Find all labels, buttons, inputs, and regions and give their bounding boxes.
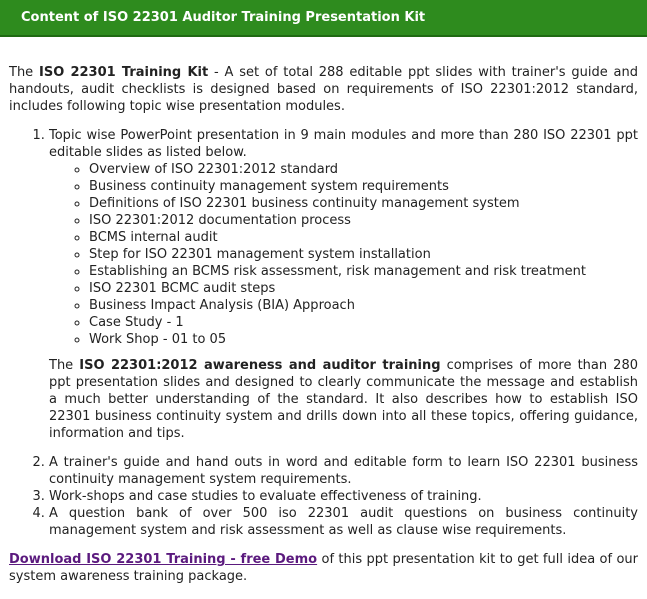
module-item: ◦ Business Impact Analysis (BIA) Approach — [89, 297, 638, 314]
training-bold: ISO 22301:2012 awareness and auditor training — [79, 358, 441, 373]
download-paragraph: Download ISO 22301 Training - free Demo of this ppt presentation kit to get full idea of our system awareness training package. — [9, 552, 638, 584]
modules-list — [49, 161, 638, 348]
module-item: ◦ Establishing an BCMS risk assessment, risk management and risk treatment — [89, 263, 638, 280]
module-item: ◦ Work Shop - 01 to 05 — [89, 331, 638, 348]
training-description: The ISO 22301:2012 awareness and auditor training comprises of more than 280 ppt presentation slides and designed to clearly communicate the message and establish a much better understanding of the standard. It also describes how to establish ISO 22301 business continuity system and drills down into all these topics, offering guidance, information and tips. — [49, 358, 638, 441]
content-list — [9, 127, 638, 539]
module-item: ◦ Case Study - 1 — [89, 314, 638, 331]
download-demo-link[interactable]: Download ISO 22301 Training - free Demo — [9, 552, 318, 567]
list-item — [49, 127, 638, 442]
intro-paragraph: The ISO 22301 Training Kit - A set of total 288 editable ppt slides with trainer's guide and handouts, audit checklists is designed based on requirements of ISO 22301:2012 standard, includes following topic wise presentation modules. — [9, 65, 638, 114]
module-item: ◦ BCMS internal audit — [89, 229, 638, 246]
module-item: ◦ Step for ISO 22301 management system installation — [89, 246, 638, 263]
module-item: ◦ ISO 22301 BCMC audit steps — [89, 280, 638, 297]
header-bar — [0, 0, 647, 37]
module-item: ◦ Overview of ISO 22301:2012 standard — [89, 161, 638, 178]
intro-bold: ISO 22301 Training Kit — [39, 65, 209, 80]
list-item: 4. A question bank of over 500 iso 22301 audit questions on business continuity management system and risk assessment as well as clause wise requirements. — [49, 505, 638, 539]
list-item: 2. A trainer's guide and hand outs in word and editable form to learn ISO 22301 business continuity management system requirements. — [49, 454, 638, 488]
module-item: ◦ Definitions of ISO 22301 business continuity management system — [89, 195, 638, 212]
list-item-text: Topic wise PowerPoint presentation in 9 main modules and more than 280 ISO 22301 ppt editable slides as listed below. — [49, 128, 638, 160]
list-item: 3. Work-shops and case studies to evaluate effectiveness of training. — [49, 488, 638, 505]
content-area — [9, 64, 638, 585]
module-item: ◦ Business continuity management system requirements — [89, 178, 638, 195]
module-item: ◦ ISO 22301:2012 documentation process — [89, 212, 638, 229]
page-title: Content of ISO 22301 Auditor Training Presentation Kit — [21, 10, 426, 25]
